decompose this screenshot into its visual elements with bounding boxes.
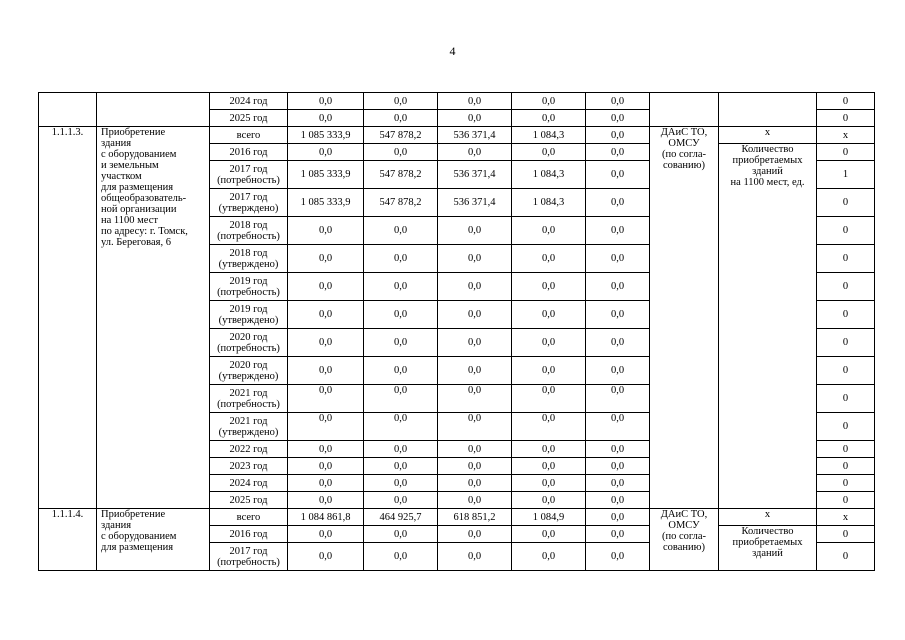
- year-cell: всего: [210, 127, 288, 144]
- value-cell: 0,0: [586, 385, 650, 413]
- indicator-x-cell: x: [719, 127, 817, 144]
- value-cell: 0,0: [364, 93, 438, 110]
- value-cell: 0,0: [586, 509, 650, 526]
- value-cell: 0,0: [364, 526, 438, 543]
- table-row: [39, 509, 875, 526]
- value-cell: 1 084,3: [512, 127, 586, 144]
- target-value-cell: 0: [817, 385, 875, 413]
- value-cell: 0,0: [438, 385, 512, 413]
- target-value-cell: x: [817, 127, 875, 144]
- value-cell: 0,0: [288, 110, 364, 127]
- value-cell: 547 878,2: [364, 161, 438, 189]
- value-cell: 0,0: [288, 492, 364, 509]
- target-value-cell: 0: [817, 526, 875, 543]
- row-code: [39, 93, 97, 127]
- value-cell: 0,0: [288, 245, 364, 273]
- value-cell: 0,0: [586, 127, 650, 144]
- value-cell: 547 878,2: [364, 127, 438, 144]
- value-cell: 0,0: [512, 357, 586, 385]
- value-cell: 0,0: [512, 458, 586, 475]
- year-cell: 2025 год: [210, 492, 288, 509]
- value-cell: 0,0: [512, 492, 586, 509]
- value-cell: 0,0: [288, 385, 364, 413]
- value-cell: 0,0: [512, 413, 586, 441]
- value-cell: 0,0: [288, 357, 364, 385]
- value-cell: 0,0: [288, 329, 364, 357]
- value-cell: 0,0: [364, 413, 438, 441]
- value-cell: 536 371,4: [438, 189, 512, 217]
- year-cell: 2022 год: [210, 441, 288, 458]
- year-cell: всего: [210, 509, 288, 526]
- value-cell: 1 084,3: [512, 161, 586, 189]
- value-cell: 0,0: [512, 217, 586, 245]
- value-cell: 0,0: [364, 357, 438, 385]
- year-cell: 2018 год (утверждено): [210, 245, 288, 273]
- value-cell: 0,0: [438, 458, 512, 475]
- value-cell: 0,0: [586, 357, 650, 385]
- value-cell: 0,0: [512, 245, 586, 273]
- value-cell: 0,0: [288, 144, 364, 161]
- value-cell: 0,0: [586, 475, 650, 492]
- target-value-cell: 0: [817, 441, 875, 458]
- executor-cell: ДАиС ТО, ОМСУ (по согла- сованию): [650, 509, 719, 571]
- value-cell: 547 878,2: [364, 189, 438, 217]
- value-cell: 0,0: [438, 492, 512, 509]
- value-cell: 0,0: [288, 217, 364, 245]
- value-cell: 0,0: [512, 301, 586, 329]
- value-cell: 1 085 333,9: [288, 127, 364, 144]
- year-cell: 2016 год: [210, 526, 288, 543]
- value-cell: 0,0: [512, 385, 586, 413]
- value-cell: 0,0: [438, 413, 512, 441]
- year-cell: 2020 год (утверждено): [210, 357, 288, 385]
- year-cell: 2025 год: [210, 110, 288, 127]
- row-name: Приобретение здания с оборудованием и земельным участком для размещения общеобразователь- ной организации на 1100 мест по адресу: г. Томск, ул. Береговая, 6: [97, 127, 210, 509]
- value-cell: 0,0: [364, 110, 438, 127]
- value-cell: 0,0: [438, 329, 512, 357]
- value-cell: 0,0: [288, 273, 364, 301]
- year-cell: 2024 год: [210, 93, 288, 110]
- table-row: [39, 127, 875, 144]
- value-cell: 0,0: [288, 441, 364, 458]
- value-cell: 0,0: [288, 475, 364, 492]
- value-cell: 0,0: [364, 475, 438, 492]
- value-cell: 0,0: [512, 110, 586, 127]
- row-code: 1.1.1.4.: [39, 509, 97, 571]
- year-cell: 2016 год: [210, 144, 288, 161]
- value-cell: 0,0: [586, 110, 650, 127]
- year-cell: 2021 год (утверждено): [210, 413, 288, 441]
- target-value-cell: 0: [817, 217, 875, 245]
- value-cell: 536 371,4: [438, 161, 512, 189]
- indicator-cell: Количество приобретаемых зданий на 1100 мест, ед.: [719, 144, 817, 509]
- value-cell: 0,0: [438, 93, 512, 110]
- value-cell: 618 851,2: [438, 509, 512, 526]
- value-cell: 0,0: [364, 273, 438, 301]
- year-cell: 2019 год (утверждено): [210, 301, 288, 329]
- value-cell: 0,0: [586, 543, 650, 571]
- value-cell: 0,0: [512, 273, 586, 301]
- value-cell: 1 084 861,8: [288, 509, 364, 526]
- value-cell: 0,0: [364, 217, 438, 245]
- value-cell: 1 084,3: [512, 189, 586, 217]
- row-code: 1.1.1.3.: [39, 127, 97, 509]
- value-cell: 0,0: [438, 543, 512, 571]
- value-cell: 0,0: [586, 273, 650, 301]
- value-cell: 0,0: [586, 217, 650, 245]
- executor-cell: ДАиС ТО, ОМСУ (по согла- сованию): [650, 127, 719, 509]
- value-cell: 0,0: [586, 413, 650, 441]
- year-cell: 2019 год (потребность): [210, 273, 288, 301]
- value-cell: 0,0: [438, 217, 512, 245]
- target-value-cell: 0: [817, 357, 875, 385]
- value-cell: 0,0: [438, 357, 512, 385]
- value-cell: 0,0: [288, 543, 364, 571]
- page-number: 4: [449, 44, 456, 58]
- target-value-cell: 0: [817, 492, 875, 509]
- year-cell: 2020 год (потребность): [210, 329, 288, 357]
- value-cell: 0,0: [364, 385, 438, 413]
- value-cell: 0,0: [288, 301, 364, 329]
- year-cell: 2021 год (потребность): [210, 385, 288, 413]
- executor-cell: [650, 93, 719, 127]
- value-cell: 0,0: [438, 110, 512, 127]
- target-value-cell: x: [817, 509, 875, 526]
- value-cell: 0,0: [364, 492, 438, 509]
- target-value-cell: 1: [817, 161, 875, 189]
- value-cell: 0,0: [288, 458, 364, 475]
- target-value-cell: 0: [817, 144, 875, 161]
- target-value-cell: 0: [817, 93, 875, 110]
- row-name: [97, 93, 210, 127]
- target-value-cell: 0: [817, 273, 875, 301]
- target-value-cell: 0: [817, 301, 875, 329]
- value-cell: 0,0: [586, 526, 650, 543]
- value-cell: 0,0: [586, 245, 650, 273]
- indicator-cell: Количество приобретаемых зданий: [719, 526, 817, 571]
- target-value-cell: 0: [817, 475, 875, 492]
- value-cell: 0,0: [586, 492, 650, 509]
- value-cell: 0,0: [512, 144, 586, 161]
- value-cell: 0,0: [438, 245, 512, 273]
- year-cell: 2017 год (утверждено): [210, 189, 288, 217]
- year-cell: 2023 год: [210, 458, 288, 475]
- year-cell: 2024 год: [210, 475, 288, 492]
- value-cell: 0,0: [512, 441, 586, 458]
- value-cell: 0,0: [364, 543, 438, 571]
- indicator-cell: [719, 93, 817, 127]
- value-cell: 0,0: [438, 526, 512, 543]
- value-cell: 0,0: [438, 441, 512, 458]
- value-cell: 0,0: [512, 329, 586, 357]
- value-cell: 536 371,4: [438, 127, 512, 144]
- value-cell: 0,0: [438, 144, 512, 161]
- value-cell: 0,0: [512, 526, 586, 543]
- value-cell: 0,0: [512, 543, 586, 571]
- target-value-cell: 0: [817, 543, 875, 571]
- value-cell: 0,0: [586, 441, 650, 458]
- target-value-cell: 0: [817, 329, 875, 357]
- target-value-cell: 0: [817, 413, 875, 441]
- row-name: Приобретение здания с оборудованием для размещения: [97, 509, 210, 571]
- value-cell: 0,0: [586, 189, 650, 217]
- value-cell: 464 925,7: [364, 509, 438, 526]
- value-cell: 0,0: [364, 301, 438, 329]
- target-value-cell: 0: [817, 189, 875, 217]
- value-cell: 0,0: [438, 273, 512, 301]
- value-cell: 0,0: [586, 93, 650, 110]
- year-cell: 2018 год (потребность): [210, 217, 288, 245]
- indicator-x-cell: x: [719, 509, 817, 526]
- value-cell: 1 085 333,9: [288, 161, 364, 189]
- value-cell: 0,0: [364, 329, 438, 357]
- value-cell: 0,0: [364, 144, 438, 161]
- value-cell: 0,0: [512, 93, 586, 110]
- value-cell: 0,0: [364, 441, 438, 458]
- table-row: [39, 93, 875, 110]
- target-value-cell: 0: [817, 458, 875, 475]
- target-value-cell: 0: [817, 110, 875, 127]
- year-cell: 2017 год (потребность): [210, 543, 288, 571]
- year-cell: 2017 год (потребность): [210, 161, 288, 189]
- value-cell: 0,0: [288, 93, 364, 110]
- budget-table: [38, 92, 875, 571]
- value-cell: 0,0: [586, 144, 650, 161]
- value-cell: 0,0: [364, 458, 438, 475]
- value-cell: 1 085 333,9: [288, 189, 364, 217]
- value-cell: 0,0: [586, 458, 650, 475]
- value-cell: 0,0: [288, 413, 364, 441]
- value-cell: 0,0: [512, 475, 586, 492]
- value-cell: 0,0: [586, 301, 650, 329]
- value-cell: 0,0: [586, 329, 650, 357]
- value-cell: 0,0: [364, 245, 438, 273]
- target-value-cell: 0: [817, 245, 875, 273]
- value-cell: 0,0: [438, 475, 512, 492]
- value-cell: 0,0: [586, 161, 650, 189]
- value-cell: 0,0: [438, 301, 512, 329]
- value-cell: 0,0: [288, 526, 364, 543]
- value-cell: 1 084,9: [512, 509, 586, 526]
